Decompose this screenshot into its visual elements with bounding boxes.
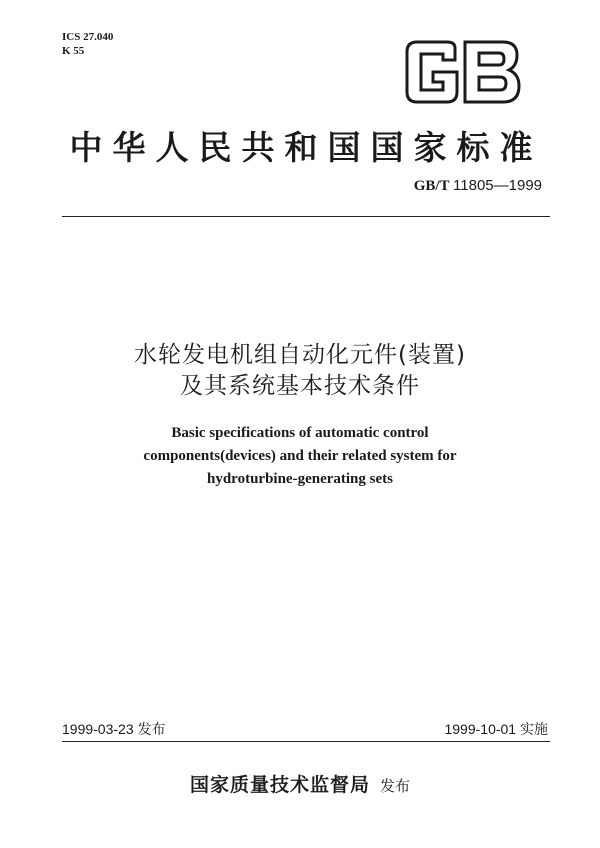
issuer-name: 国家质量技术监督局 — [189, 774, 370, 796]
ics-code: ICS 27.040 — [62, 31, 114, 43]
document-title-cn-line1: 水轮发电机组自动化元件(装置) — [134, 342, 466, 368]
ccs-code: K 55 — [62, 45, 85, 57]
top-divider — [62, 216, 550, 217]
document-title-cn-line2: 及其系统基本技术条件 — [180, 373, 420, 399]
issuing-authority — [0, 770, 600, 797]
bottom-divider — [62, 741, 550, 742]
standard-prefix: GB/T — [413, 178, 450, 194]
gb-logo-icon — [403, 38, 521, 106]
national-standard-title: 中华人民共和国国家标准 — [69, 128, 543, 167]
document-title-en-line2: components(devices) and their related system for — [143, 448, 457, 464]
standard-code: 11805—1999 — [453, 177, 542, 194]
effective-date: 1999-10-01 实施 — [444, 721, 548, 737]
standard-number — [414, 177, 542, 195]
classification-codes — [62, 30, 113, 58]
issuer-suffix: 发布 — [380, 777, 411, 795]
document-title-en-line1: Basic specifications of automatic control — [171, 425, 429, 441]
document-title-en-line3: hydroturbine-generating sets — [207, 471, 393, 487]
issue-date: 1999-03-23 发布 — [62, 721, 166, 737]
